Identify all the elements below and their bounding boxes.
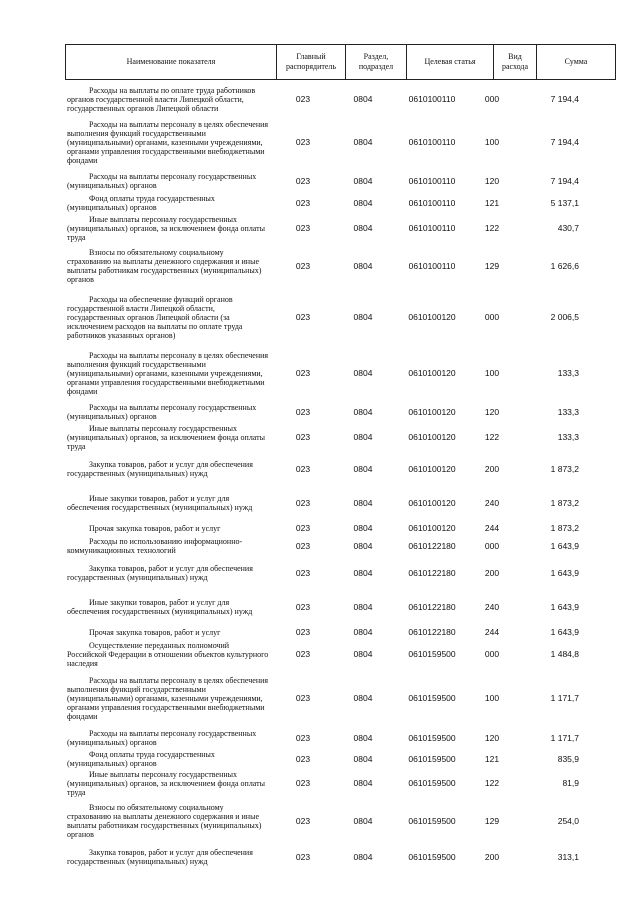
row-section: 0804 [353,463,373,474]
row-expense-type: 100 [484,136,500,147]
row-main-manager: 023 [295,815,311,826]
row-name [65,289,271,345]
table-row [65,640,585,669]
row-main-manager: 023 [295,522,311,533]
row-name-text: Прочая закупка товаров, работ и услуг [89,627,221,637]
row-main-manager: 023 [295,260,311,271]
row-main-manager: 023 [295,497,311,508]
table-header [65,44,616,80]
row-expense-type: 129 [484,260,500,271]
table-row [65,727,585,749]
row-target-article: 0610100120 [408,367,456,378]
row-section: 0804 [353,311,373,322]
row-main-manager: 023 [295,778,311,788]
row-section: 0804 [353,136,373,147]
row-section: 0804 [353,93,373,104]
row-target-article: 0610122180 [408,567,456,578]
row-name-text: Расходы на выплаты персоналу государственных (муниципальных) органов [67,403,257,421]
table-row [65,114,585,170]
row-name-text: Фонд оплаты труда государственных (муниципальных) органов [67,750,215,768]
row-main-manager: 023 [295,136,311,147]
row-target-article: 0610159500 [408,753,456,764]
row-name-text: Иные закупки товаров, работ и услуг для обеспечения государственных (муниципальных) нужд [67,598,253,616]
row-name [65,345,271,401]
table-row [65,624,585,640]
row-amount: 7 194,4 [550,136,579,147]
table-row [65,556,585,590]
row-name-text: Расходы на выплаты по оплате труда работников органов государственной власти Липецкой области, государственных органов Липецкой области [67,85,256,113]
table-row [65,749,585,769]
row-expense-type: 121 [484,753,500,764]
row-name-text: Расходы на выплаты персоналу государственных (муниципальных) органов [67,172,257,190]
row-target-article: 0610122180 [408,601,456,612]
row-section: 0804 [353,601,373,612]
row-expense-type: 240 [484,601,500,612]
header-row [66,45,616,80]
row-target-article: 0610159500 [408,815,456,826]
row-main-manager: 023 [295,463,311,474]
row-name [65,520,271,536]
row-amount: 133,3 [557,406,579,417]
table-row [65,289,585,345]
table-row [65,214,585,243]
row-main-manager: 023 [295,367,311,378]
row-main-manager: 023 [295,732,311,743]
row-main-manager: 023 [295,601,311,612]
row-target-article: 0610122180 [408,626,456,637]
row-amount: 1 484,8 [550,649,579,659]
row-main-manager: 023 [295,649,311,659]
row-section: 0804 [353,260,373,271]
row-target-article: 0610159500 [408,692,456,703]
row-name-text: Иные выплаты персоналу государственных (муниципальных) органов, за исключением фонда оплаты труда [67,770,266,797]
row-section: 0804 [353,753,373,764]
row-section: 0804 [353,692,373,703]
row-target-article: 0610159500 [408,649,456,659]
row-name [65,452,271,486]
row-name [65,401,271,423]
row-name-text: Расходы на выплаты персоналу в целях обеспечения выполнения функций государственными (муниципальными) органами, казенными учреждениями, органами управления государственными внебюджетными фондами [67,119,269,165]
row-name [65,423,271,452]
row-main-manager: 023 [295,432,311,442]
row-target-article: 0610100110 [408,175,456,186]
row-target-article: 0610100110 [408,197,456,208]
row-amount: 1 643,9 [550,601,579,612]
header-amount: Сумма [537,45,616,80]
row-amount: 1 873,2 [550,522,579,533]
row-amount: 1 643,9 [550,567,579,578]
table-row [65,423,585,452]
table-row [65,243,585,289]
row-expense-type: 100 [484,692,500,703]
table-row [65,192,585,214]
row-amount: 7 194,4 [550,93,579,104]
row-section: 0804 [353,197,373,208]
row-name-text: Иные выплаты персоналу государственных (муниципальных) органов, за исключением фонда оплаты труда [67,424,266,451]
row-main-manager: 023 [295,406,311,417]
row-section: 0804 [353,851,373,862]
row-section: 0804 [353,175,373,186]
row-expense-type: 244 [484,522,500,533]
row-section: 0804 [353,540,373,551]
row-amount: 7 194,4 [550,175,579,186]
row-name [65,624,271,640]
row-amount: 1 171,7 [550,692,579,703]
row-section: 0804 [353,367,373,378]
row-main-manager: 023 [295,851,311,862]
row-amount: 313,1 [557,851,579,862]
row-name [65,243,271,289]
row-expense-type: 200 [484,463,500,474]
row-name [65,798,271,844]
row-target-article: 0610100110 [408,93,456,104]
row-name [65,486,271,520]
row-name [65,192,271,214]
row-name [65,170,271,192]
row-main-manager: 023 [295,626,311,637]
row-name [65,114,271,170]
row-section: 0804 [353,649,373,659]
row-target-article: 0610100110 [408,260,456,271]
row-section: 0804 [353,815,373,826]
table-row [65,536,585,556]
row-target-article: 0610159500 [408,778,456,788]
row-amount: 430,7 [557,223,579,233]
row-section: 0804 [353,626,373,637]
table-row [65,84,585,114]
table-row [65,669,585,727]
row-name-text: Расходы на обеспечение функций органов государственной власти Липецкой области, государственных органов Липецкой области (за исключением расходов на выплаты по оплате труда работников указанных органов) [67,294,243,340]
row-target-article: 0610100120 [408,311,456,322]
row-name-text: Расходы по использованию информационно-коммуникационных технологий [67,537,243,555]
row-name-text: Взносы по обязательному социальному страхованию на выплаты денежного содержания и иные выплаты работникам государственных (муниципальных) органов [67,248,262,284]
row-amount: 5 137,1 [550,197,579,208]
row-amount: 254,0 [557,815,579,826]
row-name-text: Взносы по обязательному социальному страхованию на выплаты денежного содержания и иные выплаты работникам государственных (муниципальных) органов [67,803,262,839]
row-name-text: Иные выплаты персоналу государственных (муниципальных) органов, за исключением фонда оплаты труда [67,215,266,242]
row-target-article: 0610100120 [408,406,456,417]
row-amount: 133,3 [557,432,579,442]
row-main-manager: 023 [295,175,311,186]
row-name [65,769,271,798]
row-expense-type: 000 [484,649,500,659]
row-expense-type: 120 [484,406,500,417]
row-section: 0804 [353,223,373,233]
row-target-article: 0610100120 [408,497,456,508]
row-section: 0804 [353,567,373,578]
row-name-text: Закупка товаров, работ и услуг для обеспечения государственных (муниципальных) нужд [67,460,253,478]
row-amount: 133,3 [557,367,579,378]
row-expense-type: 122 [484,432,500,442]
row-amount: 1 643,9 [550,626,579,637]
header-expense-type: Вид расхода [494,45,537,80]
row-expense-type: 000 [484,311,500,322]
row-name-text: Осуществление переданных полномочий Российской Федерации в отношении объектов культурного наследия [67,641,269,668]
row-target-article: 0610100110 [408,136,456,147]
table-row [65,401,585,423]
row-section: 0804 [353,522,373,533]
row-name-text: Расходы на выплаты персоналу государственных (муниципальных) органов [67,729,257,747]
header-main-manager: Главный распорядитель [277,45,346,80]
row-section: 0804 [353,432,373,442]
row-target-article: 0610100110 [408,223,456,233]
table-row [65,520,585,536]
row-amount: 2 006,5 [550,311,579,322]
row-target-article: 0610100120 [408,432,456,442]
row-amount: 81,9 [562,778,579,788]
row-expense-type: 240 [484,497,500,508]
table-row [65,769,585,798]
row-name [65,214,271,243]
row-section: 0804 [353,778,373,788]
row-name-text: Расходы на выплаты персоналу в целях обеспечения выполнения функций государственными (муниципальными) органами, казенными учреждениями, органами управления государственными внебюджетными фондами [67,350,269,396]
row-name [65,727,271,749]
row-section: 0804 [353,406,373,417]
row-amount: 1 643,9 [550,540,579,551]
row-expense-type: 121 [484,197,500,208]
row-name-text: Закупка товаров, работ и услуг для обеспечения государственных (муниципальных) нужд [67,564,253,582]
row-target-article: 0610159500 [408,732,456,743]
row-expense-type: 120 [484,175,500,186]
row-amount: 1 873,2 [550,463,579,474]
row-name [65,640,271,669]
row-name [65,84,271,114]
row-name [65,536,271,556]
row-main-manager: 023 [295,311,311,322]
row-expense-type: 200 [484,567,500,578]
row-expense-type: 000 [484,93,500,104]
row-name-text: Расходы на выплаты персоналу в целях обеспечения выполнения функций государственными (муниципальными) органами, казенными учреждениями, органами управления государственными внебюджетными фондами [67,675,269,721]
row-target-article: 0610100120 [408,463,456,474]
table-row [65,590,585,624]
row-expense-type: 100 [484,367,500,378]
row-expense-type: 244 [484,626,500,637]
row-main-manager: 023 [295,692,311,703]
row-main-manager: 023 [295,753,311,764]
row-target-article: 0610122180 [408,540,456,551]
row-section: 0804 [353,732,373,743]
row-amount: 1 626,6 [550,260,579,271]
row-name [65,844,271,870]
header-section: Раздел, подраздел [346,45,407,80]
row-main-manager: 023 [295,93,311,104]
row-name-text: Закупка товаров, работ и услуг для обеспечения государственных (муниципальных) нужд [67,848,253,866]
row-amount: 1 873,2 [550,497,579,508]
row-main-manager: 023 [295,567,311,578]
row-amount: 1 171,7 [550,732,579,743]
row-name [65,556,271,590]
row-expense-type: 200 [484,851,500,862]
table-row [65,798,585,844]
row-name-text: Прочая закупка товаров, работ и услуг [89,523,221,533]
table-row [65,452,585,486]
row-target-article: 0610159500 [408,851,456,862]
header-target-article: Целевая статья [407,45,494,80]
row-expense-type: 129 [484,815,500,826]
row-name [65,749,271,769]
row-expense-type: 120 [484,732,500,743]
table-body [65,84,585,870]
header-name: Наименование показателя [66,45,277,80]
table-row [65,844,585,870]
row-expense-type: 000 [484,540,500,551]
row-main-manager: 023 [295,197,311,208]
row-expense-type: 122 [484,223,500,233]
row-name-text: Иные закупки товаров, работ и услуг для обеспечения государственных (муниципальных) нужд [67,494,253,512]
row-amount: 835,9 [557,753,579,764]
table-row [65,486,585,520]
table-row [65,345,585,401]
row-section: 0804 [353,497,373,508]
row-main-manager: 023 [295,540,311,551]
row-name [65,669,271,727]
budget-table [65,84,585,870]
table-row [65,170,585,192]
row-name [65,590,271,624]
row-name-text: Фонд оплаты труда государственных (муниципальных) органов [67,194,215,212]
row-expense-type: 122 [484,778,500,788]
row-main-manager: 023 [295,223,311,233]
row-target-article: 0610100120 [408,522,456,533]
